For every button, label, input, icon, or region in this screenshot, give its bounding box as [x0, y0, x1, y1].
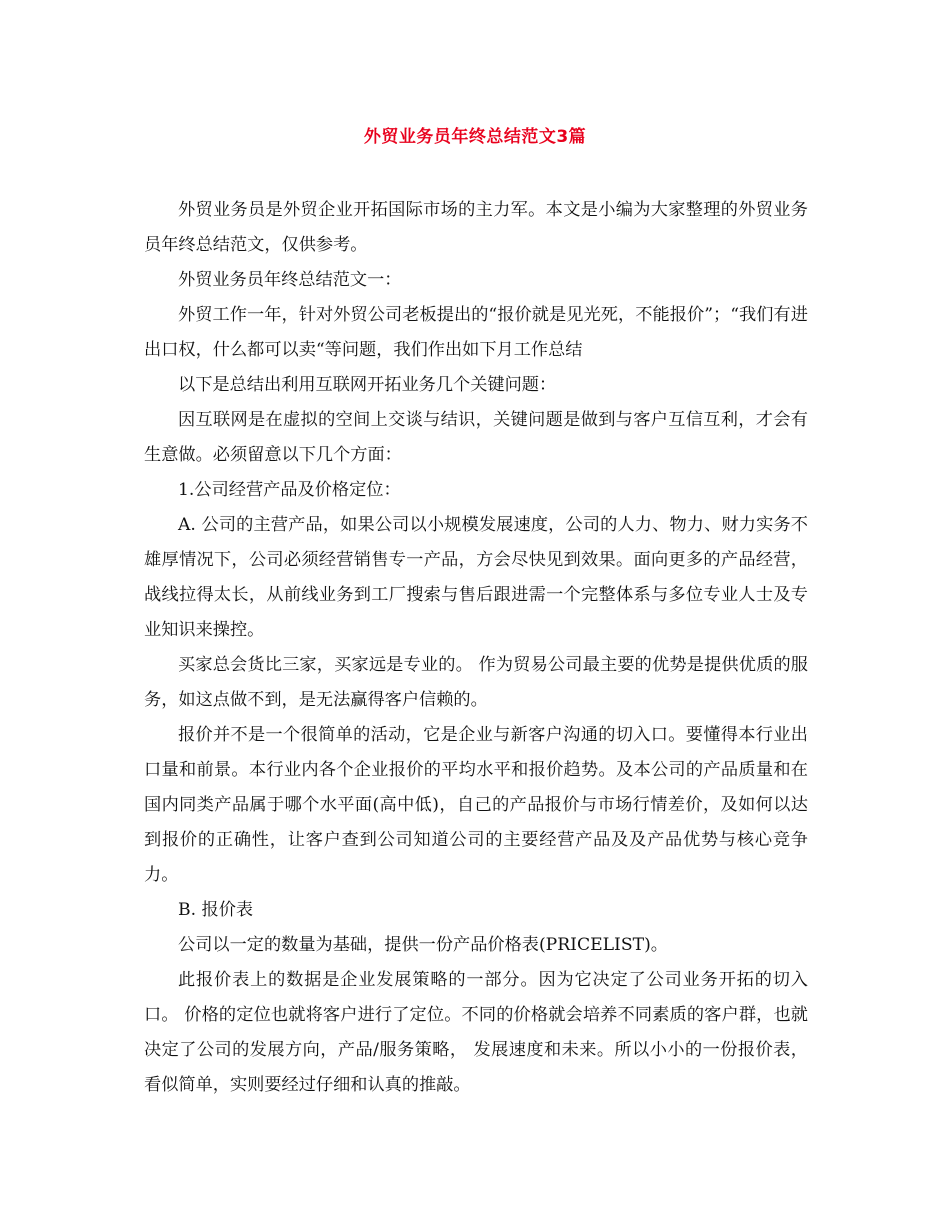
- paragraph-buyers: 买家总会货比三家，买家远是专业的。 作为贸易公司最主要的优势是提供优质的服务，如这点做不到，是无法赢得客户信赖的。: [144, 655, 808, 710]
- document-body: [144, 193, 808, 1103]
- document-title: 外贸业务员年终总结范文3篇: [363, 127, 587, 147]
- paragraph-quotation: 报价并不是一个很简单的活动，它是企业与新客户沟通的切入口。要懂得本行业出口量和前景。本行业内各个企业报价的平均水平和报价趋势。及本公司的产品质量和在国内同类产品属于哪个水平面(高中低)，自己的产品报价与市场行情差价，及如何以达到报价的正确性，让客户查到公司知道公司的主要经营产品及及产品优势与核心竞争力。: [144, 725, 808, 885]
- paragraph-item-1: 1.公司经营产品及价格定位：: [178, 480, 401, 500]
- paragraph-work-summary: 外贸工作一年，针对外贸公司老板提出的“报价就是见光死，不能报价”；“我们有进出口权，什么都可以卖“等问题，我们作出如下月工作总结: [144, 305, 808, 360]
- paragraph-key-issues: 以下是总结出利用互联网开拓业务几个关键问题：: [178, 375, 557, 395]
- paragraph-price-strategy: 此报价表上的数据是企业发展策略的一部分。因为它决定了公司业务开拓的切入口。 价格的定位也就将客户进行了定位。不同的价格就会培养不同素质的客户群，也就决定了公司的发展方向，产品/服务策略， 发展速度和未来。所以小小的一份报价表，看似简单，实则要经过仔细和认真的推敲。: [144, 970, 808, 1095]
- paragraph-internet-trust: 因互联网是在虚拟的空间上交谈与结识，关键问题是做到与客户互信互利，才会有生意做。必须留意以下几个方面：: [144, 410, 808, 465]
- paragraph-intro: 外贸业务员是外贸企业开拓国际市场的主力军。本文是小编为大家整理的外贸业务员年终总结范文，仅供参考。: [144, 200, 808, 255]
- paragraph-section-heading: 外贸业务员年终总结范文一：: [178, 270, 402, 290]
- paragraph-item-a: A. 公司的主营产品，如果公司以小规模发展速度，公司的人力、物力、财力实务不雄厚情况下，公司必须经营销售专一产品，方会尽快见到效果。面向更多的产品经营，战线拉得太长，从前线业务到工厂搜索与售后跟进需一个完整体系与多位专业人士及专业知识来操控。: [144, 515, 808, 640]
- paragraph-pricelist: 公司以一定的数量为基础，提供一份产品价格表(PRICELIST)。: [178, 935, 668, 955]
- paragraph-item-b: B. 报价表: [178, 900, 254, 920]
